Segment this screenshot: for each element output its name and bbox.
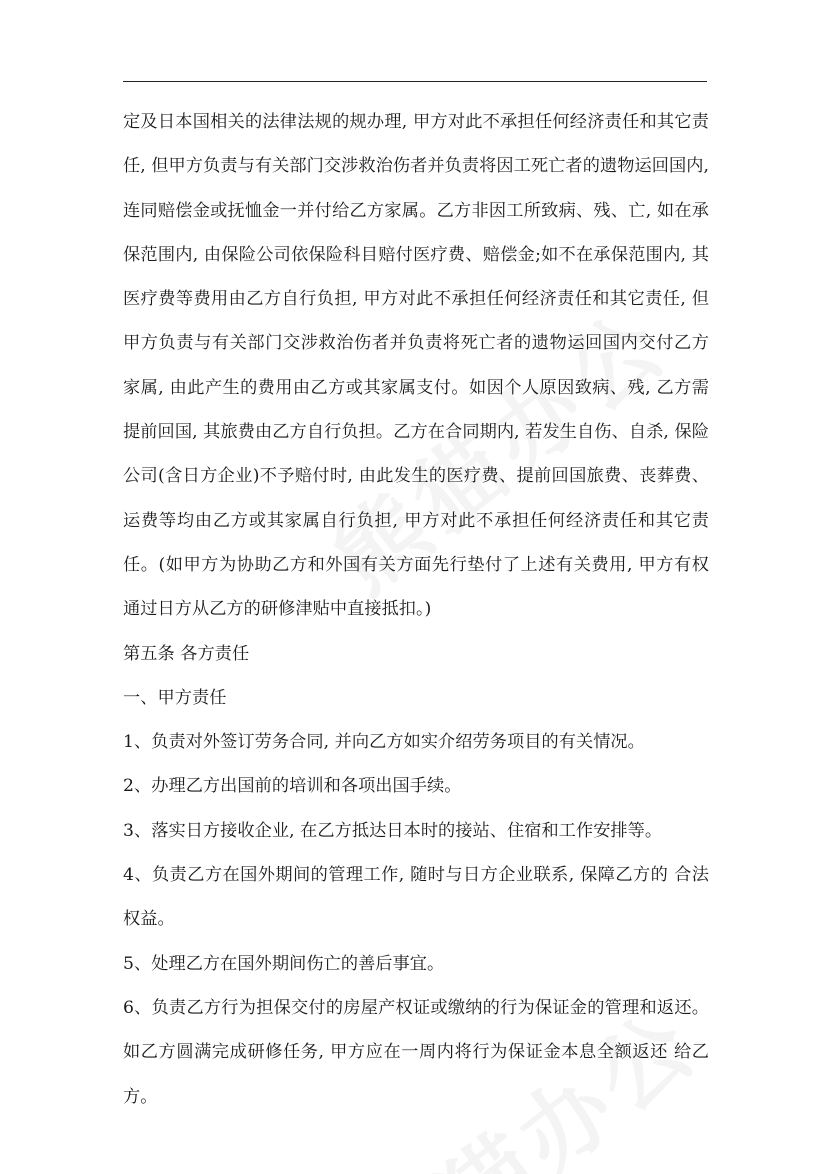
list-item: 4、负责乙方在国外期间的管理工作, 随时与日方企业联系, 保障乙方的 合法权益。: [123, 865, 709, 930]
list-item: 2、办理乙方出国前的培训和各项出国手续。: [123, 776, 462, 797]
header-rule: [123, 81, 707, 82]
list-item: 6、负责乙方行为担保交付的房屋产权证或缴纳的行为保证金的管理和返还。如乙方圆满完成研修任务, 甲方应在一周内将行为保证金本息全额返还 给乙方。: [123, 997, 709, 1107]
list-item: 1、负责对外签订劳务合同, 并向乙方如实介绍劳务项目的有关情况。: [123, 732, 645, 753]
section-heading: 一、甲方责任: [123, 687, 227, 708]
article-heading: 第五条 各方责任: [123, 643, 250, 664]
document-body: [123, 100, 709, 1119]
paragraph-liability: 定及日本国相关的法律法规的规办理, 甲方对此不承担任何经济责任和其它责任, 但甲方负责与有关部门交涉救治伤者并负责将因工死亡者的遗物运回国内, 连同赔偿金或抚恤金一并付给乙方家属。乙方非因工所致病、残、亡, 如在承保范围内, 由保险公司依保险科目赔付医疗费、赔偿金;如不在承保范围内, 其医疗费等费用由乙方自行负担, 甲方对此不承担任何经济责任和其它责任, 但甲方负责与有关部门交涉救治伤者并负责将死亡者的遗物运回国内交付乙方家属, 由此产生的费用由乙方或其家属支付。如因个人原因致病、残, 乙方需提前回国, 其旅费由乙方自行负担。乙方在合同期内, 若发生自伤、自杀, 保险公司(含日方企业)不予赔付时, 由此发生的医疗费、提前回国旅费、丧葬费、运费等均由乙方或其家属自行负担, 甲方对此不承担任何经济责任和其它责任。(如甲方为协助乙方和外国有关方面先行垫付了上述有关费用, 甲方有权通过日方从乙方的研修津贴中直接抵扣。): [123, 112, 709, 620]
list-item: 5、处理乙方在国外期间伤亡的善后事宜。: [123, 953, 445, 974]
list-item: 3、落实日方接收企业, 在乙方抵达日本时的接站、住宿和工作安排等。: [123, 820, 663, 841]
